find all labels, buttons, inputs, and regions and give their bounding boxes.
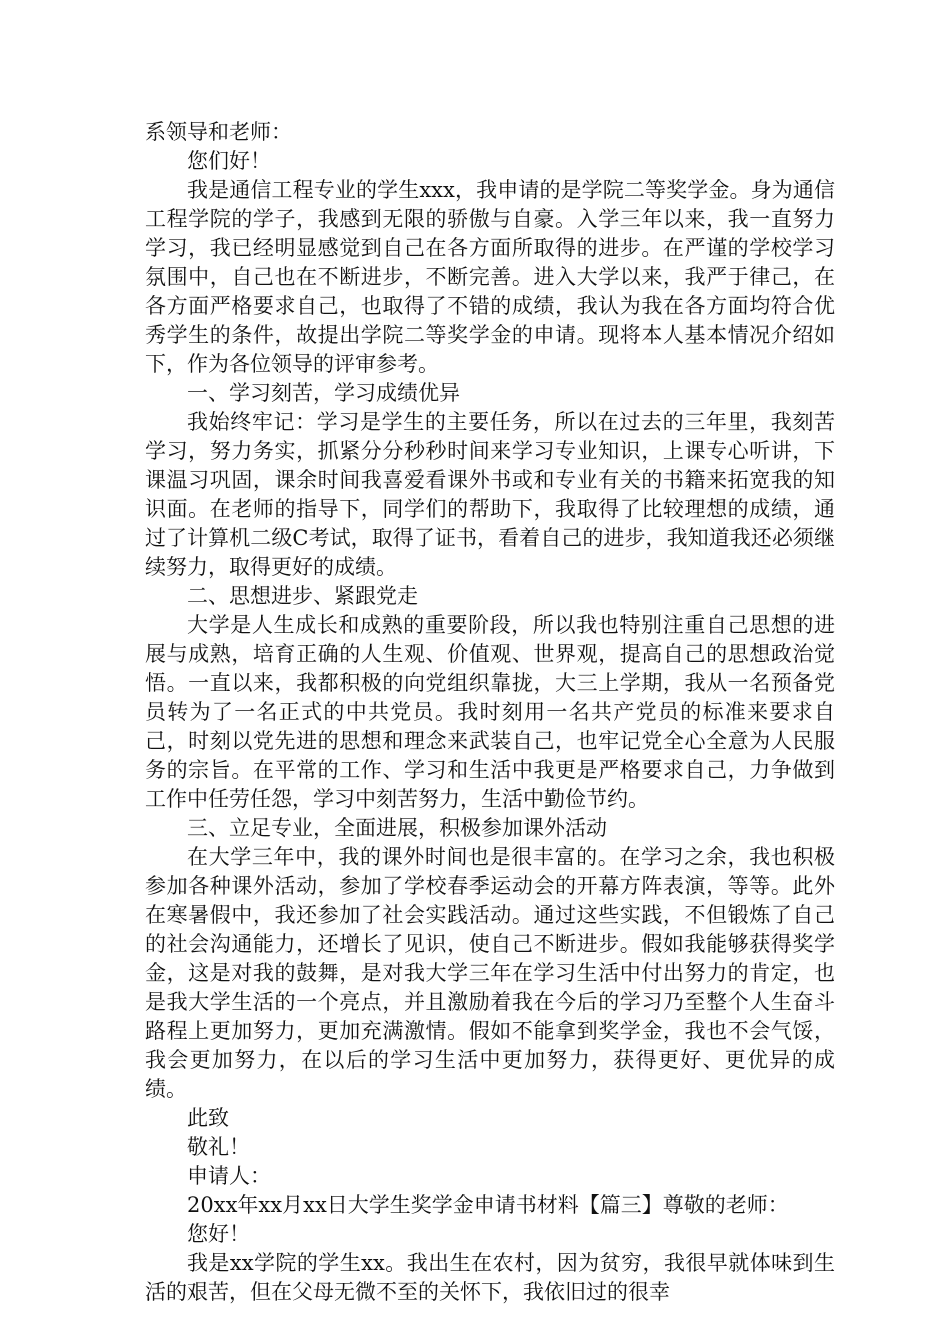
paragraph-next: 我是xx学院的学生xx。我出生在农村，因为贫穷，我很早就体味到生活的艰苦，但在父母无微不至的关怀下，我依旧过的很幸 bbox=[145, 1251, 835, 1304]
paragraph-thought: 大学是人生成长和成熟的重要阶段，所以我也特别注重自己思想的进展与成熟，培育正确的人生观、价值观、世界观，提高自己的思想政治觉悟。一直以来，我都积极的向党组织靠拢，大三上学期，我从一名预备党员转为了一名正式的中共党员。我时刻用一名共产党员的标准来要求自己，时刻以党先进的思想和理念来武装自己，也牢记党全心全意为人民服务的宗旨。在平常的工作、学习和生活中我更是严格要求自己，力争做到工作中任劳任怨，学习中刻苦努力，生活中勤俭节约。 bbox=[145, 613, 835, 811]
document-page bbox=[145, 118, 835, 1307]
greeting-2: 您好！ bbox=[187, 1222, 250, 1246]
closing-line-1: 此致 bbox=[187, 1106, 229, 1130]
section-heading-1: 一、学习刻苦，学习成绩优异 bbox=[187, 381, 460, 405]
applicant-line: 申请人： bbox=[187, 1164, 271, 1188]
salutation: 系领导和老师： bbox=[145, 120, 292, 144]
section-heading-3: 三、立足专业，全面进展，积极参加课外活动 bbox=[187, 816, 607, 840]
paragraph-study: 我始终牢记：学习是学生的主要任务，所以在过去的三年里，我刻苦学习，努力务实，抓紧分分秒秒时间来学习专业知识，上课专心听讲，下课温习巩固，课余时间我喜爱看课外书或和专业有关的书籍来拓宽我的知识面。在老师的指导下，同学们的帮助下，我取得了比较理想的成绩，通过了计算机二级C考试，取得了证书，看着自己的进步，我知道我还必须继续努力，取得更好的成绩。 bbox=[145, 410, 835, 579]
greeting: 您们好！ bbox=[187, 149, 271, 173]
closing-line-2: 敬礼！ bbox=[187, 1135, 250, 1159]
paragraph-activities: 在大学三年中，我的课外时间也是很丰富的。在学习之余，我也积极参加各种课外活动，参加了学校春季运动会的开幕方阵表演，等等。此外在寒暑假中，我还参加了社会实践活动。通过这些实践，不但锻炼了自己的社会沟通能力，还增长了见识，使自己不断进步。假如我能够获得奖学金，这是对我的鼓舞，是对我大学三年在学习生活中付出努力的肯定，也是我大学生活的一个亮点，并且激励着我在今后的学习乃至整个人生奋斗路程上更加努力，更加充满激情。假如不能拿到奖学金，我也不会气馁，我会更加努力，在以后的学习生活中更加努力，获得更好、更优异的成绩。 bbox=[145, 845, 835, 1101]
paragraph-intro: 我是通信工程专业的学生xxx，我申请的是学院二等奖学金。身为通信工程学院的学子，我感到无限的骄傲与自豪。入学三年以来，我一直努力学习，我已经明显感觉到自己在各方面所取得的进步。在严谨的学校学习氛围中，自己也在不断进步，不断完善。进入大学以来，我严于律己，在各方面严格要求自己，也取得了不错的成绩，我认为我在各方面均符合优秀学生的条件，故提出学院二等奖学金的申请。现将本人基本情况介绍如下，作为各位领导的评审参考。 bbox=[145, 178, 835, 376]
section-heading-2: 二、思想进步、紧跟党走 bbox=[187, 584, 418, 608]
date-and-next-title: 20xx年xx月xx日大学生奖学金申请书材料【篇三】尊敬的老师： bbox=[187, 1193, 789, 1217]
